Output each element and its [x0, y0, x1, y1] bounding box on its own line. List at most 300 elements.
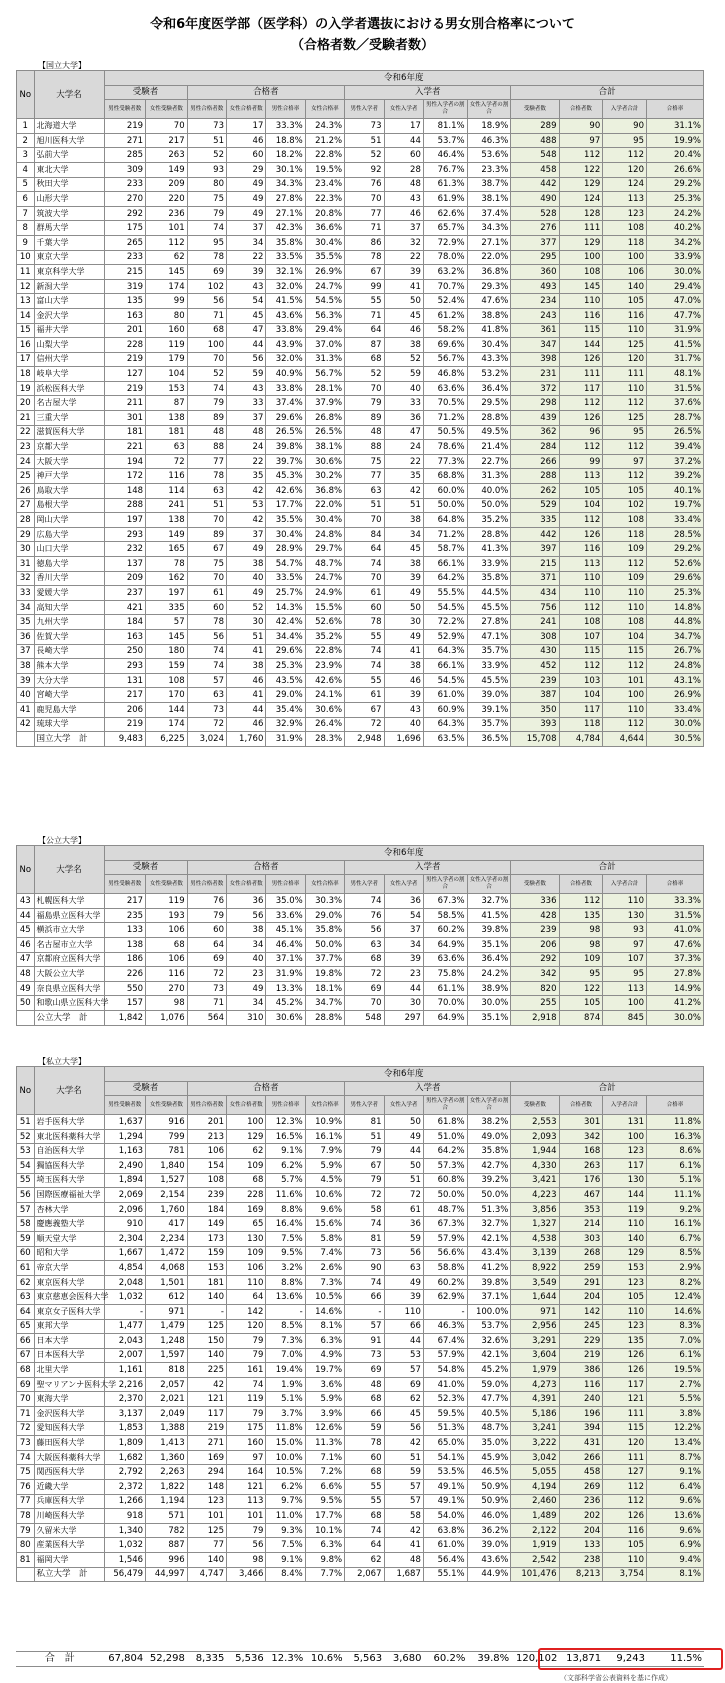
table-cell: 26.9%: [305, 265, 344, 280]
table-cell: 335: [511, 513, 559, 528]
table-cell: 45.5%: [467, 673, 511, 688]
table-cell: 110: [384, 1304, 423, 1319]
table-cell: 164: [227, 1465, 266, 1480]
table-cell: 74: [345, 557, 384, 572]
table-cell: 2,956: [511, 1319, 559, 1334]
table-cell: 243: [511, 308, 559, 323]
table-cell: 114: [146, 484, 188, 499]
table-cell: 23: [384, 967, 423, 982]
table-cell: 16.1%: [305, 1129, 344, 1144]
col-subheader: 入学者合計: [603, 875, 647, 894]
table-cell: 21.4%: [467, 440, 511, 455]
table-cell: 62: [227, 1144, 266, 1159]
table-row: [17, 338, 704, 353]
table-cell: 59: [384, 1231, 423, 1246]
table-cell: 25.3%: [647, 586, 704, 601]
table-row: [17, 425, 704, 440]
table-cell: 47: [17, 952, 35, 967]
table-cell: 128: [559, 206, 603, 221]
table-cell: 268: [559, 1246, 603, 1261]
table-cell: 37.7%: [305, 952, 344, 967]
table-cell: 8.8%: [266, 1202, 305, 1217]
table-cell: 119: [603, 1202, 647, 1217]
col-subheader: 合格者数: [559, 875, 603, 894]
grand-total-cell: 11.5%: [647, 1652, 704, 1667]
table-cell: 276: [511, 221, 559, 236]
table-cell: 263: [559, 1158, 603, 1173]
table-cell: 228: [104, 338, 146, 353]
table-row: [17, 1202, 704, 1217]
col-subheader: 男性合格者数: [187, 100, 226, 119]
table-cell: 90: [559, 119, 603, 134]
table-cell: 110: [603, 1553, 647, 1568]
table-cell: 26.9%: [647, 688, 704, 703]
univ-name-cell: 京都大学: [34, 440, 104, 455]
table-cell: 102: [187, 279, 226, 294]
col-subheader: 男性合格者数: [187, 875, 226, 894]
col-subheader: 男性受験者数: [104, 875, 146, 894]
table-cell: 32.7%: [467, 1217, 511, 1232]
table-cell: 100: [603, 688, 647, 703]
table-cell: 13.6%: [266, 1290, 305, 1305]
table-cell: 81: [17, 1553, 35, 1568]
table-cell: 845: [603, 1010, 647, 1025]
table-cell: 1,760: [146, 1202, 188, 1217]
table-cell: 101,476: [511, 1567, 559, 1582]
table-cell: 125: [603, 411, 647, 426]
table-cell: 217: [104, 894, 146, 909]
table-cell: 55: [345, 1494, 384, 1509]
table-cell: 108: [603, 615, 647, 630]
table-cell: 74: [227, 1377, 266, 1392]
table-cell: 61: [384, 1202, 423, 1217]
table-cell: 43.5%: [266, 673, 305, 688]
table-cell: 133: [559, 1538, 603, 1553]
table-cell: 79: [227, 1334, 266, 1349]
table-cell: 110: [603, 702, 647, 717]
table-row: [17, 352, 704, 367]
univ-name-cell: 長崎大学: [34, 644, 104, 659]
table-cell: 109: [603, 542, 647, 557]
table-cell: 33.4%: [647, 513, 704, 528]
table-cell: 15.6%: [305, 1217, 344, 1232]
table-cell: 126: [559, 411, 603, 426]
univ-name-cell: 熊本大学: [34, 659, 104, 674]
table-cell: 174: [146, 279, 188, 294]
table-cell: 99: [345, 279, 384, 294]
table-cell: 52.9%: [423, 629, 467, 644]
univ-name-cell: 大阪公立大学: [34, 967, 104, 982]
table-cell: 220: [146, 192, 188, 207]
table-cell: 130: [227, 1231, 266, 1246]
table-cell: 67: [345, 265, 384, 280]
univ-name-cell: 獨協医科大学: [34, 1158, 104, 1173]
table-row: [17, 148, 704, 163]
table-cell: 65.7%: [423, 221, 467, 236]
table-cell: 1,479: [146, 1319, 188, 1334]
table-cell: 36: [227, 894, 266, 909]
univ-name-cell: 杏林大学: [34, 1202, 104, 1217]
univ-name-cell: 東北大学: [34, 162, 104, 177]
table-cell: 54.7%: [266, 557, 305, 572]
table-cell: 37: [384, 221, 423, 236]
table-cell: 135: [559, 908, 603, 923]
univ-name-cell: 大阪大学: [34, 454, 104, 469]
table-cell: 43: [227, 381, 266, 396]
table-cell: 12: [17, 279, 35, 294]
col-group-header: 合計: [511, 860, 704, 875]
table-cell: 162: [146, 571, 188, 586]
table-cell: 43: [384, 702, 423, 717]
table-cell: 74: [345, 894, 384, 909]
table-cell: 42: [227, 484, 266, 499]
table-cell: 799: [146, 1129, 188, 1144]
table-cell: 292: [511, 952, 559, 967]
table-cell: 109: [559, 952, 603, 967]
table-cell: 120: [603, 162, 647, 177]
table-cell: 30.4%: [266, 527, 305, 542]
table-cell: 1,161: [104, 1363, 146, 1378]
table-cell: 52: [17, 1129, 35, 1144]
univ-name-cell: 愛知医科大学: [34, 1421, 104, 1436]
table-cell: 44: [384, 981, 423, 996]
table-cell: 31: [17, 557, 35, 572]
table-cell: 1,919: [511, 1538, 559, 1553]
table-cell: 10.9%: [305, 1115, 344, 1130]
table-cell: 100: [559, 250, 603, 265]
col-subheader: 合格者数: [559, 1096, 603, 1115]
table-cell: 2,370: [104, 1392, 146, 1407]
table-cell: 60: [187, 600, 226, 615]
table-cell: 32.9%: [266, 717, 305, 732]
table-cell: 5.1%: [647, 1173, 704, 1188]
table-cell: 42: [17, 717, 35, 732]
table-cell: 49: [384, 1275, 423, 1290]
table-cell: 20: [17, 396, 35, 411]
table-cell: 47.6%: [647, 937, 704, 952]
table-cell: 29.0%: [305, 908, 344, 923]
table-cell: 7.0%: [266, 1348, 305, 1363]
table-cell: 116: [146, 967, 188, 982]
table-cell: 67.4%: [423, 1334, 467, 1349]
table-cell: 70: [345, 571, 384, 586]
table-cell: 263: [146, 148, 188, 163]
table-cell: 76: [17, 1480, 35, 1495]
table-cell: 106: [146, 923, 188, 938]
univ-name-cell: 私立大学 計: [34, 1567, 104, 1582]
table-cell: 51: [345, 498, 384, 513]
table-cell: 47.0%: [647, 294, 704, 309]
table-cell: 30.5%: [647, 732, 704, 747]
table-cell: 90: [345, 1261, 384, 1276]
col-subheader: 男性合格率: [266, 100, 305, 119]
table-cell: 19.4%: [266, 1363, 305, 1378]
table-cell: 9.5%: [305, 1494, 344, 1509]
table-cell: 19.9%: [647, 133, 704, 148]
table-cell: 41.5%: [266, 294, 305, 309]
table-cell: 467: [559, 1188, 603, 1203]
table-cell: 32: [17, 571, 35, 586]
table-cell: 63: [384, 1261, 423, 1276]
table-cell: 72: [146, 454, 188, 469]
table-cell: 53: [17, 1144, 35, 1159]
table-cell: 31.9%: [266, 967, 305, 982]
univ-name-cell: 大分大学: [34, 673, 104, 688]
table-cell: 371: [511, 571, 559, 586]
table-cell: 53.5%: [423, 1465, 467, 1480]
table-cell: 149: [187, 1217, 226, 1232]
table-cell: 26.5%: [647, 425, 704, 440]
table-cell: 50.9%: [467, 1480, 511, 1495]
table-cell: 14.6%: [647, 1304, 704, 1319]
table-cell: 81.1%: [423, 119, 467, 134]
total-row: [17, 1010, 704, 1025]
table-cell: 458: [559, 1465, 603, 1480]
univ-name-cell: 名古屋大学: [34, 396, 104, 411]
table-cell: 14.6%: [305, 1304, 344, 1319]
table-cell: 103: [559, 673, 603, 688]
table-cell: 29.3%: [467, 279, 511, 294]
table-row: [17, 981, 704, 996]
table-cell: 73: [345, 119, 384, 134]
table-cell: 41: [384, 279, 423, 294]
table-cell: 350: [511, 702, 559, 717]
table-cell: 34: [227, 937, 266, 952]
univ-name-cell: 弘前大学: [34, 148, 104, 163]
table-cell: 52: [187, 367, 226, 382]
table-cell: 123: [603, 206, 647, 221]
table-cell: 64.2%: [423, 571, 467, 586]
table-cell: 22.0%: [305, 498, 344, 513]
table-cell: 140: [603, 279, 647, 294]
univ-name-cell: 兵庫医科大学: [34, 1494, 104, 1509]
table-cell: 66.1%: [423, 659, 467, 674]
table-cell: 110: [227, 1275, 266, 1290]
table-cell: 11.8%: [647, 1115, 704, 1130]
table-cell: 43.9%: [266, 338, 305, 353]
col-subheader: 男性受験者数: [104, 1096, 146, 1115]
table-cell: 61.9%: [423, 192, 467, 207]
table-cell: 29.2%: [647, 177, 704, 192]
table-cell: 56: [384, 1421, 423, 1436]
table-cell: 55: [345, 629, 384, 644]
table-cell: 112: [603, 1480, 647, 1495]
univ-name-cell: 神戸大学: [34, 469, 104, 484]
table-row: [17, 440, 704, 455]
table-cell: 68.8%: [423, 469, 467, 484]
table-cell: 42: [384, 1523, 423, 1538]
table-cell: 24.3%: [305, 119, 344, 134]
table-cell: 49.1%: [423, 1494, 467, 1509]
table-cell: 54.1%: [423, 1450, 467, 1465]
table-cell: 43.4%: [467, 1246, 511, 1261]
table-cell: 80: [187, 177, 226, 192]
table-cell: 1,809: [104, 1436, 146, 1451]
table-cell: 30.4%: [305, 235, 344, 250]
table-cell: 64.3%: [423, 644, 467, 659]
table-row: [17, 1188, 704, 1203]
table-cell: 129: [227, 1129, 266, 1144]
table-cell: 1,294: [104, 1129, 146, 1144]
table-cell: 236: [146, 206, 188, 221]
table-cell: 138: [146, 513, 188, 528]
univ-name-cell: 福井大学: [34, 323, 104, 338]
table-row: [17, 923, 704, 938]
table-row: [17, 1494, 704, 1509]
table-cell: 1,840: [146, 1158, 188, 1173]
table-cell: 46: [227, 673, 266, 688]
table-cell: 4,644: [603, 732, 647, 747]
table-cell: 46: [227, 133, 266, 148]
table-cell: 27.8%: [467, 615, 511, 630]
col-subheader: 女性入学者の割合: [467, 100, 511, 119]
table-cell: 211: [104, 396, 146, 411]
table-cell: 571: [146, 1509, 188, 1524]
univ-name-cell: 香川大学: [34, 571, 104, 586]
table-cell: 1,194: [146, 1494, 188, 1509]
table-cell: 73: [187, 702, 226, 717]
table-cell: 79: [187, 206, 226, 221]
univ-name-cell: 福島県立医科大学: [34, 908, 104, 923]
table-cell: 22: [384, 250, 423, 265]
table-cell: 39: [384, 1290, 423, 1305]
table-cell: 219: [187, 1421, 226, 1436]
table-cell: 97: [559, 133, 603, 148]
table-row: [17, 1115, 704, 1130]
table-cell: 68: [345, 1465, 384, 1480]
table-cell: 219: [104, 717, 146, 732]
table-cell: 303: [559, 1231, 603, 1246]
table-cell: 38: [384, 557, 423, 572]
table-cell: 17.7%: [305, 1509, 344, 1524]
table-cell: 4.9%: [305, 1348, 344, 1363]
table-cell: 127: [104, 367, 146, 382]
table-cell: 50.9%: [467, 1494, 511, 1509]
table-cell: 548: [511, 148, 559, 163]
table-cell: 54: [227, 294, 266, 309]
table-cell: 41: [17, 702, 35, 717]
national-table: [16, 70, 704, 747]
table-cell: 111: [603, 1407, 647, 1422]
table-cell: 60: [17, 1246, 35, 1261]
table-cell: 74: [345, 1523, 384, 1538]
table-cell: 1,979: [511, 1363, 559, 1378]
table-cell: 56: [227, 1538, 266, 1553]
table-cell: 41.2%: [647, 996, 704, 1011]
table-cell: 56.3%: [305, 308, 344, 323]
table-cell: -: [187, 1304, 226, 1319]
table-cell: 54: [384, 908, 423, 923]
table-cell: 42.1%: [467, 1348, 511, 1363]
table-cell: 41.2%: [467, 1261, 511, 1276]
table-row: [17, 1144, 704, 1159]
table-cell: 54.0%: [423, 1509, 467, 1524]
table-cell: 24.8%: [647, 659, 704, 674]
table-cell: 101: [227, 1509, 266, 1524]
table-cell: 11.8%: [266, 1421, 305, 1436]
col-header-no: No: [17, 71, 35, 119]
table-cell: 16.3%: [647, 1129, 704, 1144]
table-cell: 25.3%: [266, 659, 305, 674]
table-cell: 112: [559, 513, 603, 528]
table-cell: 3,222: [511, 1436, 559, 1451]
table-cell: 310: [227, 1010, 266, 1025]
table-cell: 24: [227, 440, 266, 455]
table-cell: 108: [146, 673, 188, 688]
table-cell: 38: [384, 513, 423, 528]
table-cell: 100: [603, 996, 647, 1011]
table-row: [17, 996, 704, 1011]
table-cell: 39.1%: [467, 702, 511, 717]
table-row: [17, 498, 704, 513]
table-cell: 80: [146, 308, 188, 323]
table-cell: 37: [227, 527, 266, 542]
table-cell: 8.8%: [266, 1275, 305, 1290]
grand-total-cell: 8,335: [187, 1652, 226, 1667]
table-cell: 56: [227, 908, 266, 923]
table-cell: 66: [17, 1334, 35, 1349]
table-cell: 10.5%: [266, 1465, 305, 1480]
table-cell: 80: [17, 1538, 35, 1553]
table-cell: 59.0%: [467, 1377, 511, 1392]
table-cell: 88: [187, 440, 226, 455]
table-cell: 108: [559, 265, 603, 280]
col-subheader: 合格率: [647, 100, 704, 119]
table-cell: 6.3%: [305, 1538, 344, 1553]
table-cell: 117: [603, 1158, 647, 1173]
table-cell: 7.3%: [266, 1334, 305, 1349]
col-subheader: 男性合格率: [266, 1096, 305, 1115]
table-cell: 421: [104, 600, 146, 615]
table-cell: 121: [603, 1392, 647, 1407]
table-cell: 40.0%: [467, 484, 511, 499]
univ-name-cell: 筑波大学: [34, 206, 104, 221]
table-cell: 387: [511, 688, 559, 703]
table-row: [17, 133, 704, 148]
table-cell: 5.8%: [305, 1231, 344, 1246]
col-header-year: 令和6年度: [104, 846, 704, 861]
table-row: [17, 1509, 704, 1524]
table-cell: 41.8%: [467, 323, 511, 338]
table-cell: 135: [104, 294, 146, 309]
table-cell: 39: [384, 952, 423, 967]
univ-name-cell: 岐阜大学: [34, 367, 104, 382]
table-cell: 53.7%: [467, 1319, 511, 1334]
table-cell: 4,194: [511, 1480, 559, 1495]
table-cell: 1,667: [104, 1246, 146, 1261]
table-cell: 46.3%: [423, 1319, 467, 1334]
table-row: [17, 484, 704, 499]
table-cell: 33.5%: [266, 250, 305, 265]
table-cell: 29.2%: [647, 542, 704, 557]
col-group-header: 合格者: [187, 85, 345, 100]
table-cell: 9: [17, 235, 35, 250]
table-cell: 32.1%: [266, 265, 305, 280]
grand-total-cell: 13,871: [559, 1652, 603, 1667]
table-cell: -: [345, 1304, 384, 1319]
table-cell: 60.2%: [423, 1275, 467, 1290]
table-cell: -: [266, 1304, 305, 1319]
table-cell: 9.4%: [647, 1553, 704, 1568]
table-row: [17, 1450, 704, 1465]
table-cell: 56.7%: [305, 367, 344, 382]
table-cell: 125: [187, 1523, 226, 1538]
col-group-header: 入学者: [345, 860, 511, 875]
table-cell: 45.2%: [266, 996, 305, 1011]
table-cell: 76: [345, 908, 384, 923]
table-cell: 126: [603, 1348, 647, 1363]
table-cell: 35.0%: [266, 894, 305, 909]
